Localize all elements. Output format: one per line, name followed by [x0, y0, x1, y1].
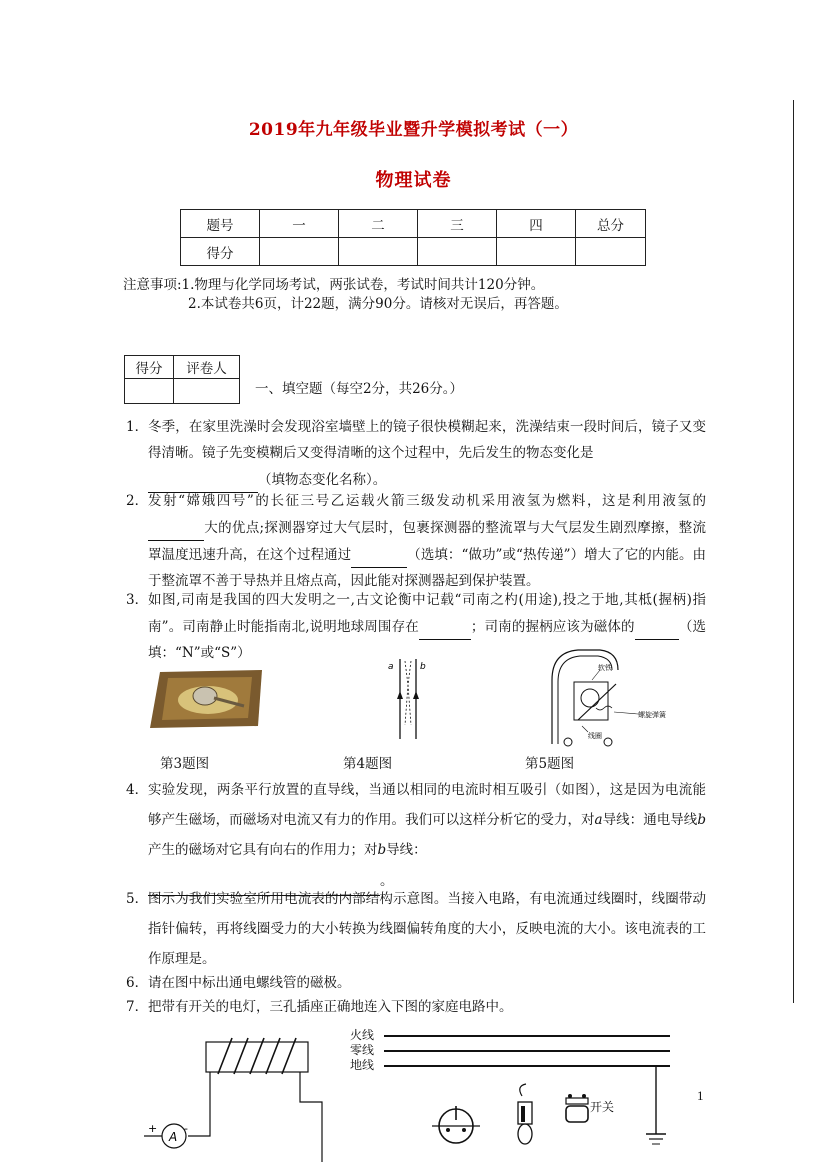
score-table — [180, 209, 646, 266]
exam-title: 2019年九年级毕业暨升学模拟考试（一） — [248, 120, 579, 140]
question-5 — [126, 884, 706, 974]
page-number: 1 — [697, 1088, 704, 1103]
switch-icon[interactable] — [566, 1094, 588, 1122]
parallel-wires-figure — [384, 655, 432, 741]
question-text: （填物态变化名称）。 — [258, 472, 387, 488]
answer-blank[interactable] — [419, 613, 471, 640]
score-table-cell: 题号 — [181, 210, 260, 238]
score-input-cell[interactable] — [576, 238, 646, 266]
notes-line-1: 注意事项:1.物理与化学同场考试，两张试卷，考试时间共计120分钟。 — [123, 277, 545, 293]
pointer — [578, 684, 616, 720]
label-a: a — [388, 662, 394, 672]
answer-blank[interactable] — [635, 613, 679, 640]
question-number: 3． — [126, 592, 149, 608]
score-table-cell: 二 — [339, 210, 418, 238]
question-number: 6． — [126, 975, 149, 991]
question-text: 请在图中标出通电螺线管的磁极。 — [148, 975, 351, 991]
question-text: 如图,司南是我国的四大发明之一,古文论衡中记载“司南之杓(用途),投之于地,其柢(握柄)指南”。司南静止时能指南北,说明地球周围存在 — [148, 592, 706, 635]
question-1 — [126, 414, 706, 493]
score-table-cell: 得分 — [181, 238, 260, 266]
spoon-bowl — [193, 687, 217, 705]
coil — [574, 682, 608, 720]
grader-name-cell[interactable] — [174, 379, 240, 404]
terminal — [564, 738, 572, 746]
current-arrow-b — [413, 691, 419, 699]
score-table-score-row — [181, 238, 646, 266]
solenoid-coil — [218, 1038, 296, 1074]
three-pin-socket-icon[interactable] — [432, 1106, 480, 1143]
current-arrow-a — [397, 691, 403, 699]
terminal — [604, 738, 612, 746]
score-input-cell[interactable] — [418, 238, 497, 266]
switch-label: 开关 — [590, 1100, 615, 1114]
label-iron: 软铁 — [598, 664, 612, 672]
label-coil: 线圈 — [588, 732, 602, 740]
question-number: 4． — [126, 782, 149, 798]
answer-blank[interactable] — [351, 541, 407, 568]
question-text: 导线： — [386, 842, 427, 858]
score-table-cell: 一 — [260, 210, 339, 238]
label-spring: 螺旋弹簧 — [638, 711, 666, 719]
circuit-wire — [188, 1072, 210, 1136]
question-number: 7． — [126, 999, 149, 1015]
score-table-cell: 总分 — [576, 210, 646, 238]
question-text: 实验发现，两条平行放置的直导线，当通以相同的电流时相互吸引（如图），这是因为电流能够产生磁场，而磁场对电流又有力的作用。我们可以这样分析它的受力，对 — [148, 782, 706, 828]
question-text: ；司南的握柄应该为磁体的 — [470, 619, 635, 635]
caption-fig3: 第3题图 — [160, 756, 210, 772]
score-input-cell[interactable] — [260, 238, 339, 266]
field-line — [408, 661, 411, 725]
circuit-wire — [300, 1072, 322, 1162]
iron-core — [581, 689, 599, 707]
spiral-spring — [596, 706, 612, 710]
variable: b — [377, 842, 387, 858]
question-2 — [126, 488, 706, 594]
section-heading: 一、填空题（每空2分，共26分。） — [255, 381, 464, 397]
question-text: （选填：“做功”或“热传递”）增大了它的内能。由于整流罩不善于导热并且熔点高，因此能对探测器起到保护装置。 — [148, 547, 707, 589]
question-7 — [126, 994, 706, 1020]
ground-wire-label: 地线 — [350, 1058, 375, 1072]
question-number: 1． — [126, 419, 149, 435]
margin-line — [793, 100, 794, 1003]
ammeter-label: A — [169, 1130, 178, 1144]
question-number: 2． — [126, 493, 149, 509]
question-4 — [126, 775, 706, 896]
minus-sign: - — [184, 1122, 188, 1135]
variable: a — [594, 812, 603, 828]
field-line — [405, 661, 408, 725]
question-text: 产生的磁场对它具有向右的作用力；对 — [148, 842, 378, 858]
question-text: 把带有开关的电灯，三孔插座正确地连入下图的家庭电路中。 — [148, 999, 513, 1015]
neutral-wire-label: 零线 — [350, 1043, 375, 1057]
score-input-cell[interactable] — [497, 238, 576, 266]
label-b: b — [420, 662, 426, 672]
answer-blank[interactable] — [148, 514, 204, 541]
caption-fig5: 第5题图 — [525, 756, 575, 772]
score-input-cell[interactable] — [339, 238, 418, 266]
question-text: 。 — [380, 873, 394, 889]
caption-fig4: 第4题图 — [343, 756, 393, 772]
question-text: 导线：通电导线 — [602, 812, 698, 828]
question-text: （选填：“N”或“S”） — [148, 619, 707, 661]
question-text: 图示为我们实验室所用电流表的内部结构示意图。当接入电路，有电流通过线圈时，线圈带动指针偏转，再将线圈受力的大小转换为线圈偏转角度的大小，反映电流的大小。该电流表的工作原理是。 — [148, 891, 706, 967]
question-text: 发射“嫦娥四号”的长征三号乙运载火箭三级发动机采用液氢为燃料，这是利用液氢的 — [148, 493, 706, 509]
variable: b — [697, 812, 706, 828]
grader-box-grader-label: 评卷人 — [174, 356, 240, 379]
question-text: 大的优点;探测器穿过大气层时，包裹探测器的整流罩与大气层发生剧烈摩擦，整流罩温度迅速升高，在这个过程通过 — [148, 520, 706, 563]
notes-line-2: 2.本试卷共6页，计22题，满分90分。请核对无误后，再答题。 — [188, 296, 568, 312]
live-wire-label: 火线 — [350, 1028, 375, 1042]
question-number: 5． — [126, 891, 149, 907]
solenoid-figure — [140, 1034, 330, 1164]
plus-sign: + — [148, 1122, 158, 1135]
ammeter-structure-figure — [538, 640, 666, 748]
grader-box-score-label: 得分 — [125, 356, 174, 379]
sinan-compass-figure — [148, 668, 264, 730]
grader-box — [124, 355, 240, 404]
score-table-cell: 四 — [497, 210, 576, 238]
question-6 — [126, 970, 706, 996]
question-text: 冬季，在家里洗澡时会发现浴室墙壁上的镜子很快模糊起来，洗澡结束一段时间后，镜子又变得清晰。镜子先变模糊后又变得清晰的这个过程中，先后发生的物态变化是 — [148, 419, 706, 461]
lamp-icon[interactable] — [518, 1084, 532, 1144]
score-table-header-row — [181, 210, 646, 238]
household-circuit-figure — [380, 1026, 680, 1166]
paper-subtitle: 物理试卷 — [375, 170, 452, 191]
grader-score-cell[interactable] — [125, 379, 174, 404]
score-table-cell: 三 — [418, 210, 497, 238]
leader-line — [614, 712, 638, 714]
